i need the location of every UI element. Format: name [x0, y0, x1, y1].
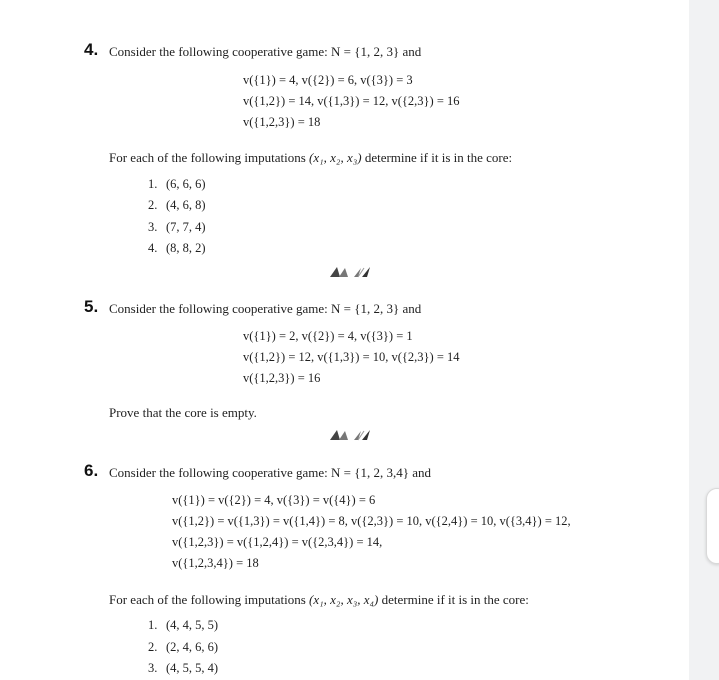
- value-line: v({1,2}) = 12, v({1,3}) = 10, v({2,3}) = 14: [243, 350, 460, 364]
- list-item: [148, 241, 206, 256]
- question-text: [109, 150, 512, 166]
- value-line: v({1,2,3,4}) = 18: [172, 556, 259, 570]
- list-item: [148, 198, 206, 213]
- item-number: 2.: [148, 640, 158, 654]
- value-line: v({1,2,3}) = v({1,2,4}) = v({2,3,4}) = 14,: [172, 535, 383, 549]
- value-line: v({1}) = 4, v({2}) = 6, v({3}) = 3: [243, 73, 413, 87]
- problem-number: 5.: [84, 297, 99, 316]
- item-number: 3.: [148, 661, 158, 675]
- list-item: [148, 618, 218, 633]
- list-item: [148, 661, 218, 676]
- question-vars: (x₁, x₂, x₃): [309, 150, 362, 165]
- value-line: v({1,2,3}) = 16: [243, 371, 321, 385]
- item-text: (2, 4, 6, 6): [166, 640, 219, 654]
- problem-statement: Consider the following cooperative game: N = {1, 2, 3} and: [109, 301, 422, 316]
- item-text: (4, 4, 5, 5): [166, 618, 219, 632]
- value-line: v({1,2,3}) = 18: [243, 115, 321, 129]
- question-pre: For each of the following imputations: [109, 150, 310, 165]
- item-number: 3.: [148, 220, 158, 234]
- item-number: 2.: [148, 198, 158, 212]
- item-text: (7, 7, 4): [166, 220, 206, 234]
- section-separator-icon: [328, 265, 388, 279]
- question-text: Prove that the core is empty.: [109, 405, 257, 420]
- item-number: 1.: [148, 177, 158, 191]
- list-item: [148, 220, 206, 235]
- item-text: (4, 5, 5, 4): [166, 661, 219, 675]
- value-line: v({1,2}) = 14, v({1,3}) = 12, v({2,3}) = 16: [243, 94, 460, 108]
- item-number: 4.: [148, 241, 158, 255]
- value-line: v({1,2}) = v({1,3}) = v({1,4}) = 8, v({2,3}) = 10, v({2,4}) = 10, v({3,4}) = 12,: [172, 514, 571, 528]
- question-vars: (x₁, x₂, x₃, x₄): [309, 592, 379, 607]
- item-text: (6, 6, 6): [166, 177, 206, 191]
- side-panel-handle[interactable]: [706, 488, 719, 564]
- list-item: [148, 177, 206, 192]
- problem-statement: Consider the following cooperative game: N = {1, 2, 3,4} and: [109, 465, 431, 480]
- value-line: v({1}) = 2, v({2}) = 4, v({3}) = 1: [243, 329, 413, 343]
- question-post: determine if it is in the core:: [378, 592, 529, 607]
- question-pre: For each of the following imputations: [109, 592, 310, 607]
- question-post: determine if it is in the core:: [361, 150, 513, 165]
- list-item: [148, 640, 218, 655]
- problem-number: 4.: [84, 40, 99, 59]
- item-text: (4, 6, 8): [166, 198, 206, 212]
- question-text: [109, 592, 529, 608]
- item-text: (8, 8, 2): [166, 241, 206, 255]
- section-separator-icon: [328, 428, 388, 442]
- problem-number: 6.: [84, 461, 99, 480]
- item-number: 1.: [148, 618, 158, 632]
- problem-statement: Consider the following cooperative game: N = {1, 2, 3} and: [109, 44, 422, 59]
- value-line: v({1}) = v({2}) = 4, v({3}) = v({4}) = 6: [172, 493, 376, 507]
